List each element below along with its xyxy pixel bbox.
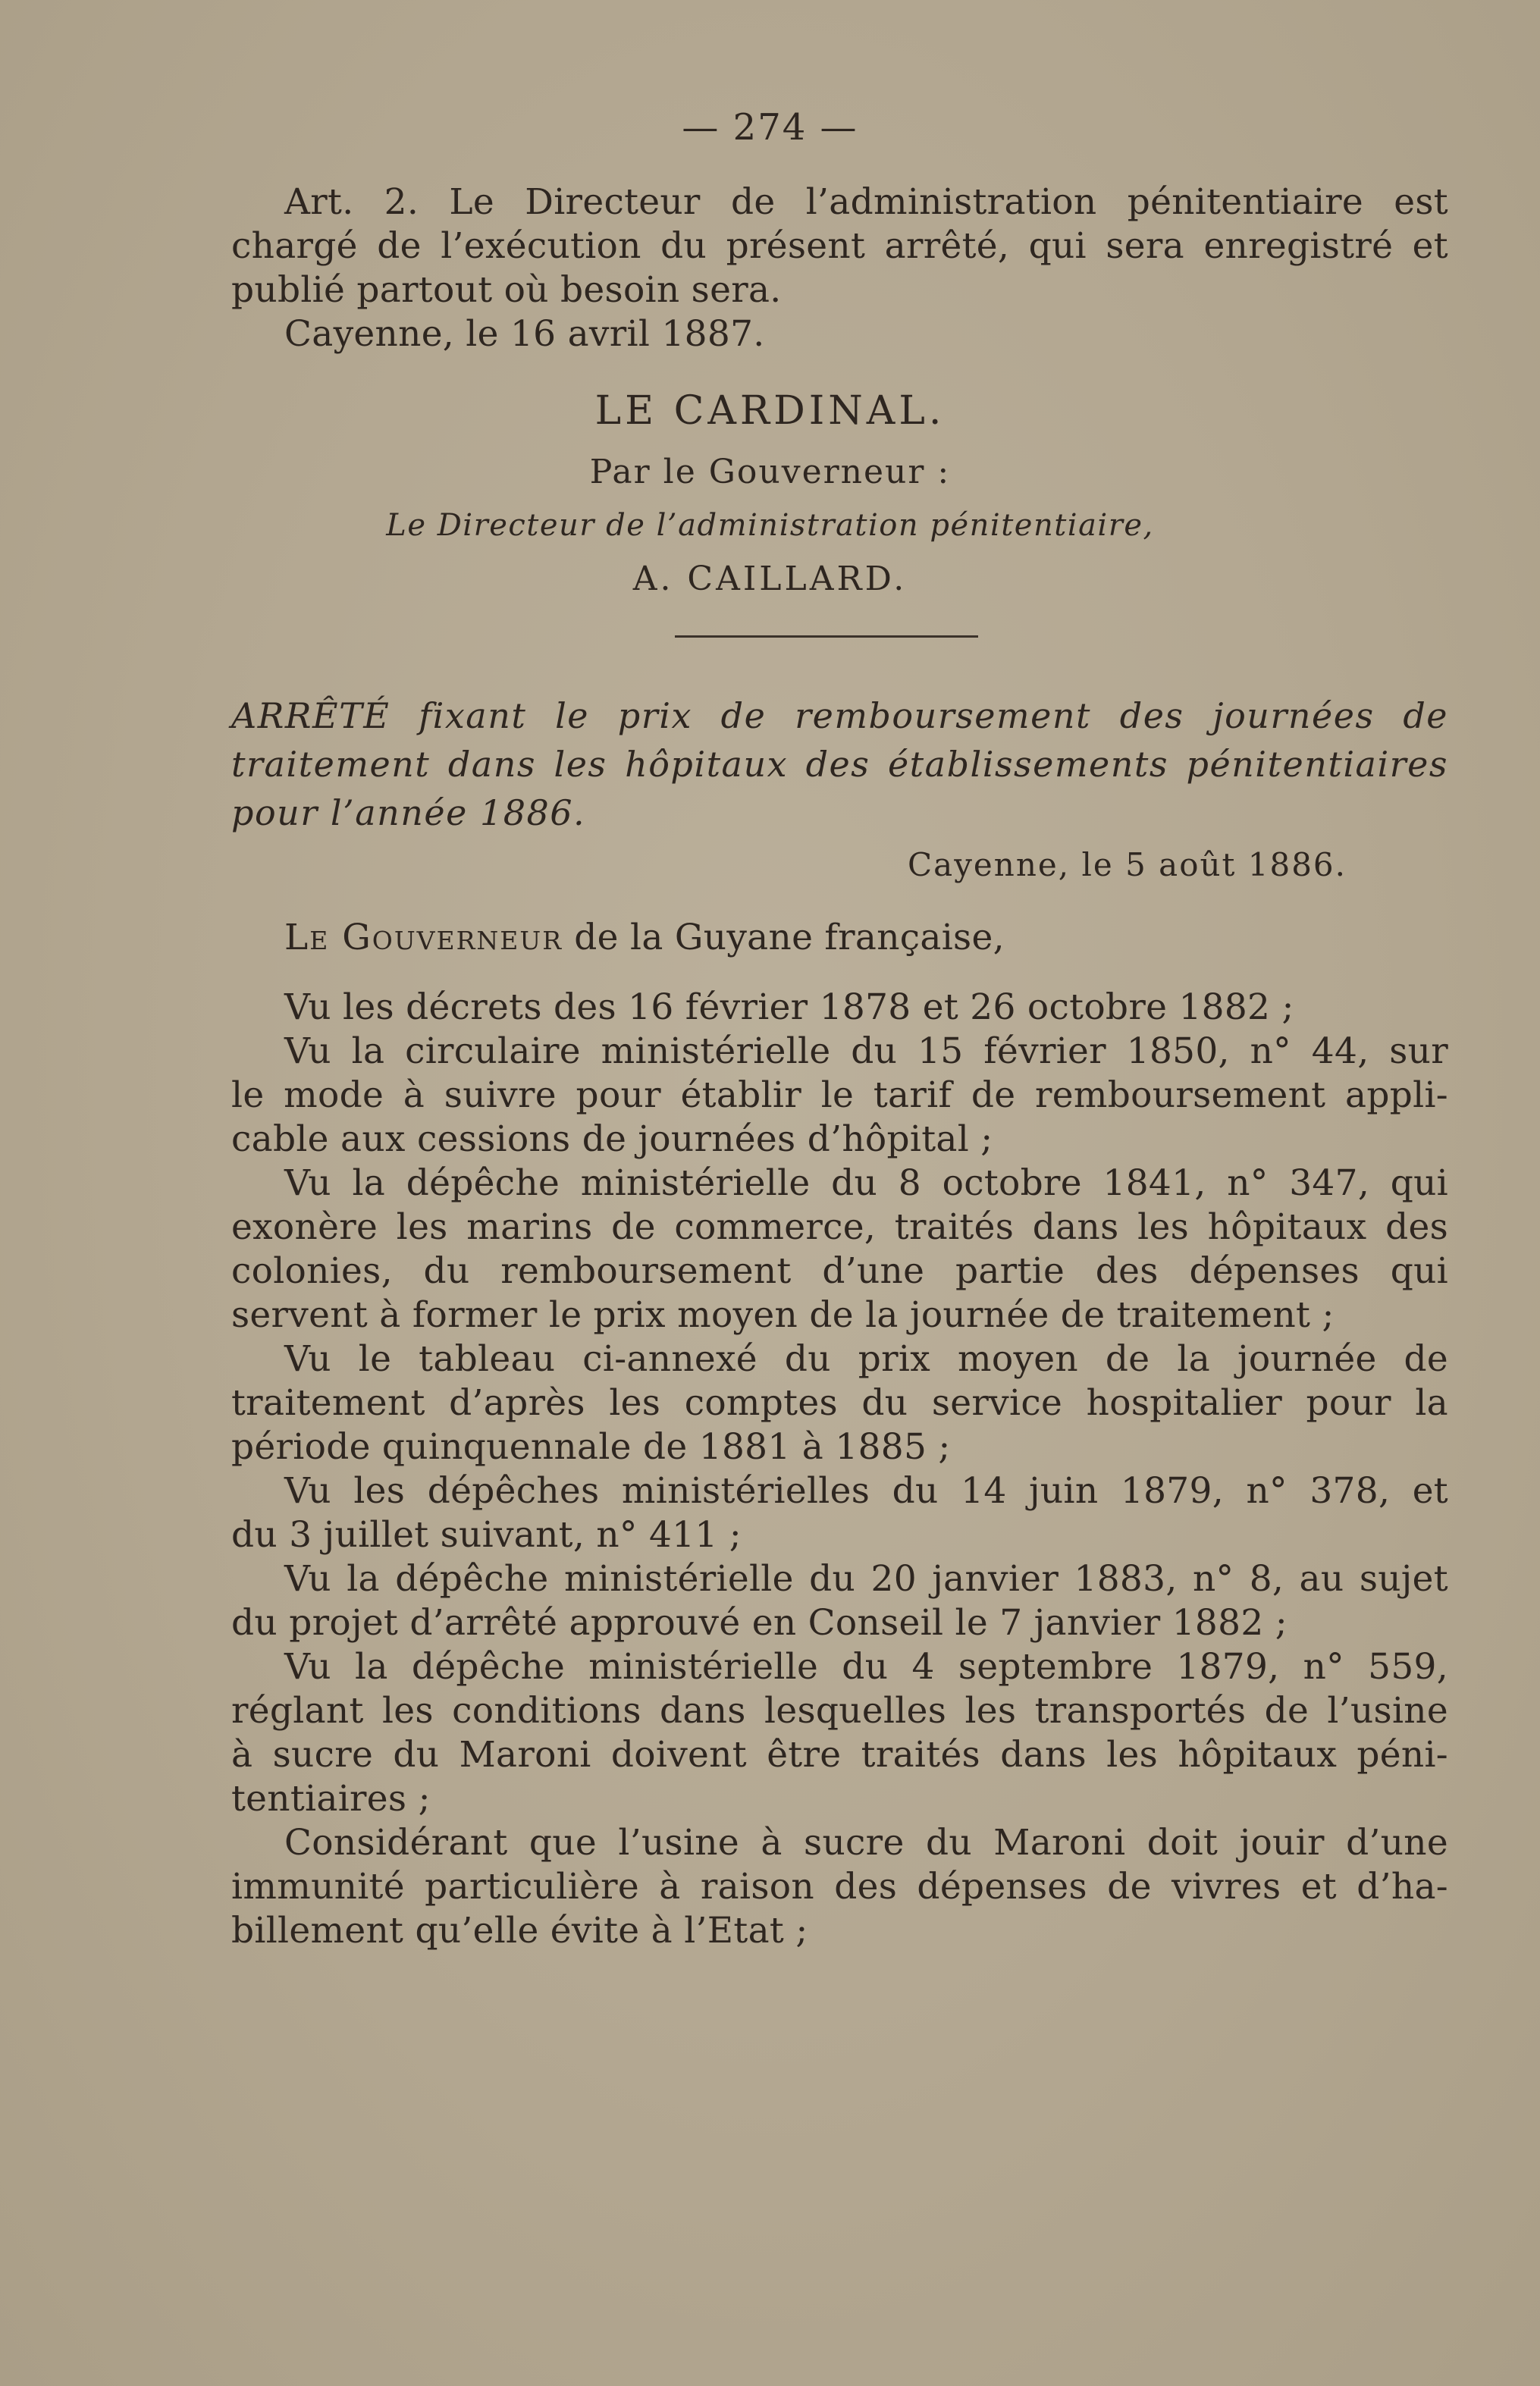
text-line: Vu les décrets des 16 février 1878 et 26 octobre 1882 ; <box>284 986 1294 1028</box>
place-date: Cayenne, le 16 avril 1887. <box>284 313 765 355</box>
preamble <box>231 916 1448 960</box>
preamble-rest: de la Guyane française, <box>563 917 1005 958</box>
text-line: Vu les dépêches ministérielles du 14 juin 1879, n° 378, et <box>284 1470 1448 1512</box>
article-2 <box>231 180 1448 356</box>
text-line: Vu la dépêche ministérielle du 4 septembre 1879, n° 559, <box>284 1646 1448 1688</box>
text-line: billement qu’elle évite à l’Etat ; <box>231 1910 808 1952</box>
text-line: exonère les marins de commerce, traités dans les hôpitaux des <box>231 1206 1448 1248</box>
text-line: le mode à suivre pour établir le tarif de remboursement appli- <box>231 1074 1448 1116</box>
text-line: cable aux cessions de journées d’hôpital ; <box>231 1118 993 1160</box>
text-line: Considérant que l’usine à sucre du Maroni doit jouir d’une <box>284 1822 1448 1864</box>
signature-by: Par le Gouverneur : <box>589 453 951 491</box>
preamble-line <box>231 916 1448 960</box>
text-line: Vu la dépêche ministérielle du 8 octobre 1841, n° 347, qui <box>284 1162 1448 1204</box>
title-line: pour l’année 1886. <box>231 792 586 833</box>
signature-name: LE CARDINAL. <box>594 388 946 434</box>
text-line: tentiaires ; <box>231 1778 431 1820</box>
title-line: ARRÊTÉ fixant le prix de remboursement des journées de <box>231 695 1448 736</box>
text-line: à sucre du Maroni doivent être traités dans les hôpitaux péni- <box>231 1734 1448 1776</box>
text-line: traitement d’après les comptes du service hospitalier pour la <box>231 1382 1448 1424</box>
text-line: période quinquennale de 1881 à 1885 ; <box>231 1426 951 1468</box>
section-divider <box>675 635 978 638</box>
text-line: Vu la circulaire ministérielle du 15 février 1850, n° 44, sur <box>284 1030 1448 1072</box>
page-number: — 274 — <box>682 106 858 149</box>
text-line: publié partout où besoin sera. <box>231 269 782 311</box>
text-line: chargé de l’exécution du présent arrêté, qui sera enregistré et <box>231 225 1448 267</box>
text-line: immunité particulière à raison des dépenses de vivres et d’ha- <box>231 1866 1448 1908</box>
text-line: du projet d’arrêté approuvé en Conseil le 7 janvier 1882 ; <box>231 1602 1288 1644</box>
considerations <box>231 986 1448 1953</box>
text-line: Art. 2. Le Directeur de l’administration pénitentiaire est <box>284 181 1448 223</box>
text-line: colonies, du remboursement d’une partie des dépenses qui <box>231 1250 1448 1292</box>
text-line: Vu le tableau ci-annexé du prix moyen de la journée de <box>284 1338 1448 1380</box>
preamble-lead: Le Gouverneur <box>284 917 563 958</box>
text-line: réglant les conditions dans lesquelles les transportés de l’usine <box>231 1690 1448 1732</box>
title-line: traitement dans les hôpitaux des établissements pénitentiaires <box>231 744 1448 785</box>
text-line: servent à former le prix moyen de la journée de traitement ; <box>231 1294 1335 1336</box>
text-line: Vu la dépêche ministérielle du 20 janvier 1883, n° 8, au sujet <box>284 1558 1448 1600</box>
signatory: A. CAILLARD. <box>632 560 908 598</box>
arrete-title <box>231 691 1448 837</box>
text-line: du 3 juillet suivant, n° 411 ; <box>231 1514 742 1556</box>
arrete-date: Cayenne, le 5 août 1886. <box>908 846 1347 883</box>
signature-title: Le Directeur de l’administration pénitentiaire, <box>386 508 1154 543</box>
